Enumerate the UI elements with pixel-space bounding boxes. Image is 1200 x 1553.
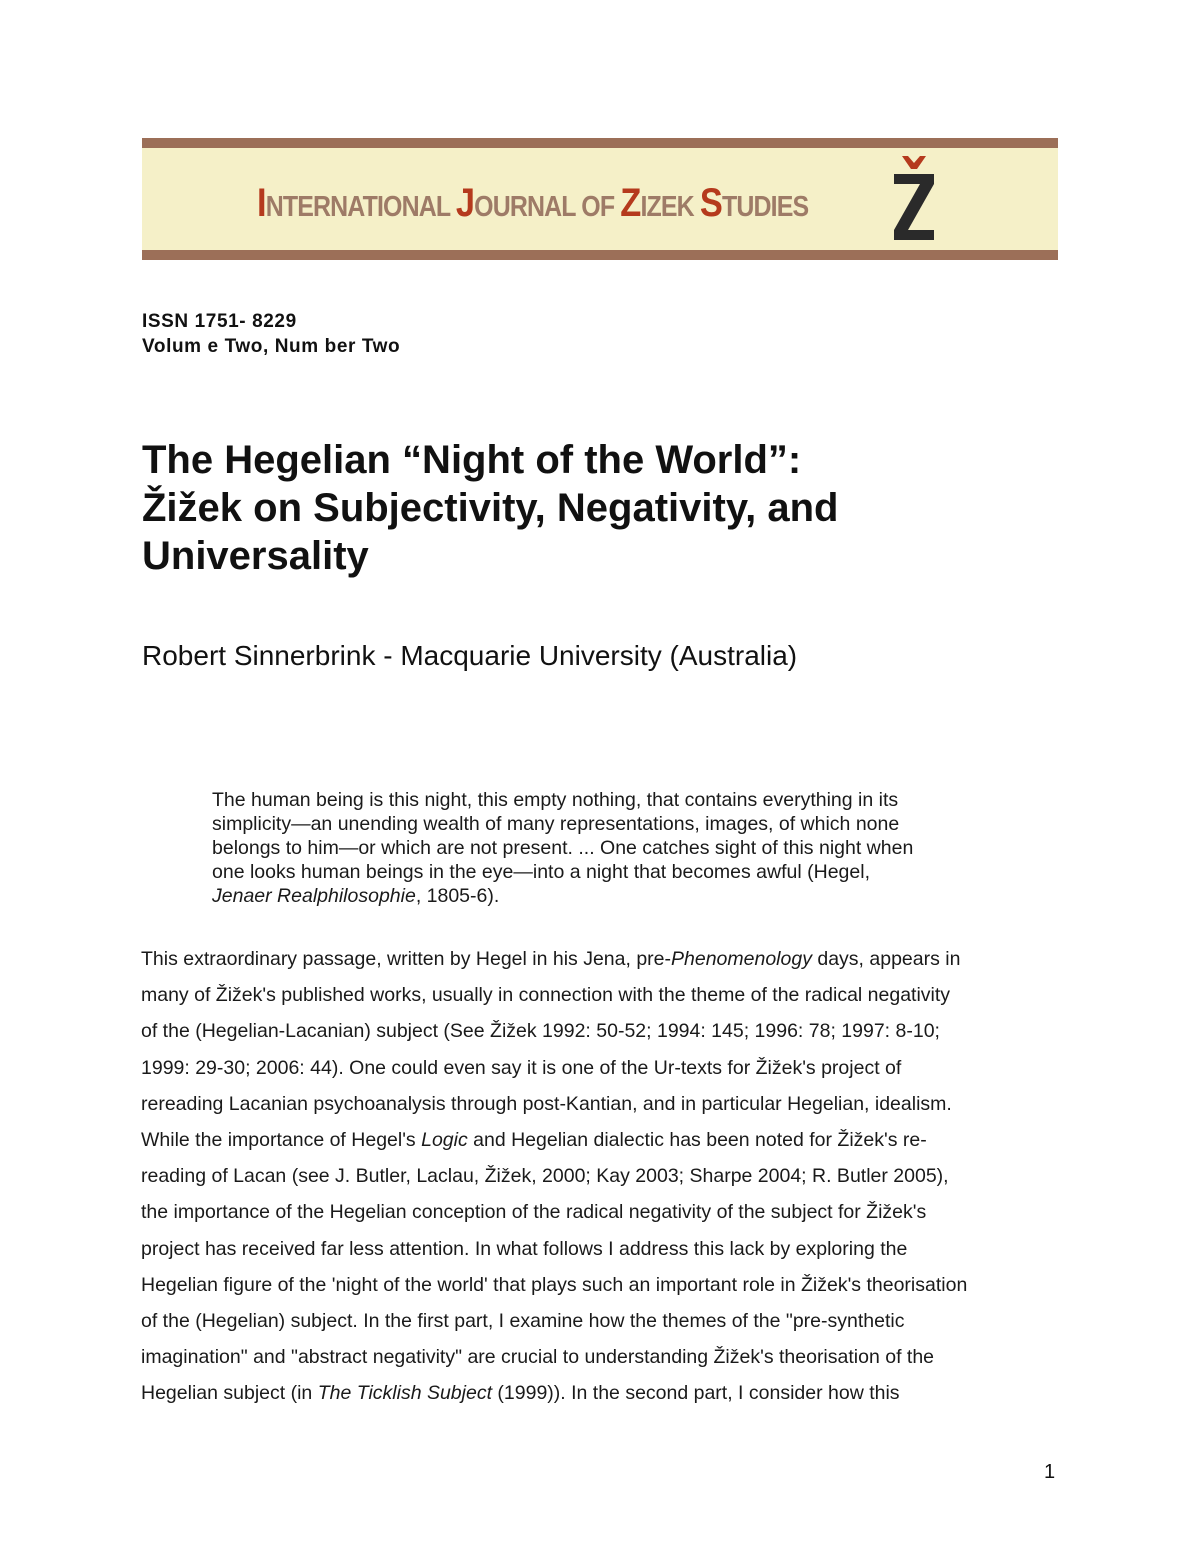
body-text-run: (1999)). In the second part, I consider how this bbox=[492, 1382, 900, 1405]
journal-name-cap: I bbox=[257, 181, 266, 225]
journal-meta bbox=[142, 309, 400, 359]
title-line: Žižek on Subjectivity, Negativity, and bbox=[142, 486, 839, 530]
journal-name-cap: Z bbox=[620, 181, 641, 225]
author-affiliation: Robert Sinnerbrink - Macquarie University (Australia) bbox=[142, 640, 798, 671]
body-text-run: and Hegelian dialectic has been noted for Žižek's re- bbox=[467, 1129, 927, 1152]
body-line bbox=[141, 1122, 1061, 1158]
journal-name-cap: J bbox=[455, 181, 475, 225]
body-line bbox=[141, 1375, 1061, 1411]
body-text-run: This extraordinary passage, written by Hegel in his Jena, pre- bbox=[141, 948, 672, 970]
issn: ISSN 1751- 8229 bbox=[142, 311, 297, 332]
journal-banner bbox=[142, 138, 1058, 260]
body-line: imagination" and "abstract negativity" are crucial to understanding Žižek's theorisation of the bbox=[141, 1346, 935, 1369]
body-line: project has received far less attention. In what follows I address this lack by exploring the bbox=[141, 1237, 908, 1260]
journal-name-rest: OURNAL OF bbox=[474, 191, 621, 223]
body-line: of the (Hegelian) subject. In the first part, I examine how the themes of the "pre-synthetic bbox=[141, 1310, 905, 1333]
epigraph-source-title: Jenaer Realphilosophie bbox=[212, 885, 416, 907]
body-line bbox=[141, 941, 1061, 977]
article-title bbox=[142, 436, 1042, 580]
title-line: Universality bbox=[142, 534, 369, 578]
journal-name bbox=[257, 178, 808, 228]
epigraph-line: simplicity—an unending wealth of many representations, images, of which none bbox=[212, 813, 900, 835]
body-line: rereading Lacanian psychoanalysis through post-Kantian, and in particular Hegelian, idealism. bbox=[141, 1092, 952, 1115]
z-caron-logo-icon bbox=[890, 154, 938, 242]
body-line: reading of Lacan (see J. Butler, Laclau, Žižek, 2000; Kay 2003; Sharpe 2004; R. Butler 2005), bbox=[141, 1165, 949, 1188]
body-line: 1999: 29-30; 2006: 44). One could even say it is one of the Ur-texts for Žižek's project of bbox=[141, 1056, 902, 1079]
epigraph-line: The human being is this night, this empty nothing, that contains everything in its bbox=[212, 789, 899, 811]
journal-name-rest: IZEK bbox=[640, 191, 700, 223]
journal-name-rest: NTERNATIONAL bbox=[265, 191, 456, 223]
body-line: Hegelian figure of the 'night of the world' that plays such an important role in Žižek's theorisation bbox=[141, 1273, 968, 1296]
epigraph-line bbox=[212, 884, 1002, 908]
body-text-run: days, appears in bbox=[811, 948, 961, 970]
volume-number: Volum e Two, Num ber Two bbox=[142, 336, 401, 357]
title-line: The Hegelian “Night of the World”: bbox=[142, 438, 802, 482]
epigraph-line: one looks human beings in the eye—into a night that becomes awful (Hegel, bbox=[212, 861, 870, 883]
body-line: of the (Hegelian-Lacanian) subject (See Žižek 1992: 50-52; 1994: 145; 1996: 78; 1997: 8-10; bbox=[141, 1020, 940, 1043]
body-paragraph bbox=[141, 941, 1061, 1412]
body-text-run: While the importance of Hegel's bbox=[141, 1129, 422, 1152]
epigraph-source-rest: , 1805-6). bbox=[415, 885, 500, 907]
journal-name-cap: S bbox=[699, 181, 722, 225]
epigraph-quote bbox=[212, 788, 1002, 908]
body-line: the importance of the Hegelian conception of the radical negativity of the subject for Žižek's bbox=[141, 1201, 927, 1224]
body-italic-run: Logic bbox=[421, 1129, 468, 1152]
body-italic-run: Phenomenology bbox=[671, 948, 812, 970]
body-italic-run: The Ticklish Subject bbox=[317, 1382, 492, 1405]
body-line: many of Žižek's published works, usually in connection with the theme of the radical negativity bbox=[141, 984, 951, 1007]
body-text-run: Hegelian subject (in bbox=[141, 1382, 318, 1405]
journal-name-rest: TUDIES bbox=[721, 191, 809, 223]
epigraph-line: belongs to him—or which are not present. ... One catches sight of this night when bbox=[212, 837, 914, 859]
page-number: 1 bbox=[1044, 1461, 1056, 1483]
